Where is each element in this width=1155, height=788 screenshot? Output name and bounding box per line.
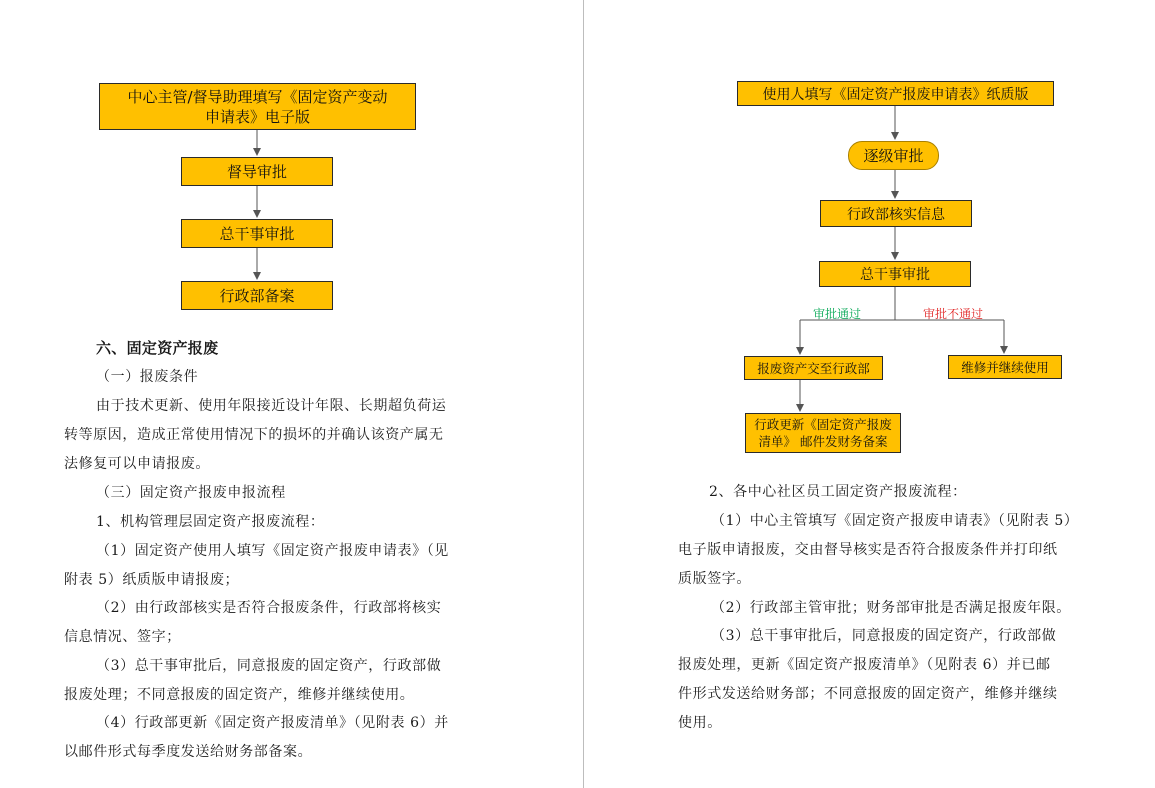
right-p1-line3: 质版签字。 [678, 571, 751, 587]
right-flow-approved-label: 报废资产交至行政部 [757, 361, 870, 376]
right-p3-line2: 报废处理，更新《固定资产报废清单》（见附表 6）并已邮 [678, 657, 1051, 673]
right-flow-step-hand-to-admin [744, 356, 883, 380]
subsection-scrap-process: （三）固定资产报废申报流程 [96, 485, 286, 501]
right-flow-step2-label: 逐级审批 [863, 147, 924, 165]
right-flow-final-line2: 清单》 邮件发财务备案 [758, 434, 888, 449]
left-flow-step3-label: 总干事审批 [219, 225, 295, 243]
right-flow-step3-label: 行政部核实信息 [847, 206, 945, 223]
left-flow-step-director-approval [181, 219, 333, 248]
left-flow-step1-line1: 中心主管/督导助理填写《固定资产变动 [127, 87, 388, 106]
right-flow-step-repair-continue [948, 355, 1062, 379]
right-item2: 2、各中心社区员工固定资产报废流程： [709, 484, 967, 500]
approved-branch-label: 审批通过 [813, 307, 862, 321]
left-flow-step-supervisor-approval [181, 157, 333, 186]
left-para1-line3: 法修复可以申请报废。 [64, 456, 210, 472]
right-p1-line2: 电子版申请报废，交由督导核实是否符合报废条件并打印纸 [678, 542, 1058, 558]
rejected-branch-label: 审批不通过 [923, 307, 984, 321]
left-flow-step1-line2: 申请表》电子版 [204, 107, 310, 126]
right-flow-step4-label: 总干事审批 [860, 267, 930, 283]
left-item1: 1、机构管理层固定资产报废流程： [96, 514, 325, 530]
left-p1-line1: （1）固定资产使用人填写《固定资产报废申请表》（见 [96, 543, 449, 559]
subsection-scrap-conditions: （一）报废条件 [96, 369, 199, 385]
left-p3-line1: （3）总干事审批后，同意报废的固定资产，行政部做 [96, 658, 442, 674]
right-p3-line3: 件形式发送给财务部；不同意报废的固定资产，维修并继续 [678, 686, 1058, 702]
left-flow-step-fill-form [99, 83, 416, 130]
left-p1-line2: 附表 5）纸质版申请报废； [64, 572, 240, 588]
right-p1-line1: （1）中心主管填写《固定资产报废申请表》（见附表 5） [711, 513, 1079, 529]
right-flow-step-level-approval [848, 141, 939, 170]
right-flow-step-update-list [745, 413, 901, 453]
right-p3-line1: （3）总干事审批后，同意报废的固定资产，行政部做 [711, 628, 1057, 644]
section-heading: 六、固定资产报废 [96, 339, 219, 357]
right-flow-step-admin-verify [820, 200, 972, 227]
right-p2-line1: （2）行政部主管审批；财务部审批是否满足报废年限。 [711, 600, 1071, 616]
left-flow-step2-label: 督导审批 [226, 163, 287, 181]
right-flow-step-director-approval [819, 261, 971, 287]
right-p3-line4: 使用。 [678, 715, 722, 731]
right-flow-step-user-fill-form [737, 81, 1054, 106]
left-p3-line2: 报废处理；不同意报废的固定资产，维修并继续使用。 [64, 687, 415, 703]
left-flow-step-admin-filing [181, 281, 333, 310]
right-flow-final-line1: 行政更新《固定资产报废 [754, 417, 892, 432]
left-p4-line1: （4）行政部更新《固定资产报废清单》（见附表 6）并 [96, 715, 449, 731]
left-para1-line1: 由于技术更新、使用年限接近设计年限、长期超负荷运 [96, 398, 447, 414]
left-p4-line2: 以邮件形式每季度发送给财务部备案。 [64, 744, 313, 760]
right-flow-rejected-label: 维修并继续使用 [961, 360, 1049, 375]
right-flow-step1-label: 使用人填写《固定资产报废申请表》纸质版 [762, 86, 1029, 103]
left-p2-line2: 信息情况、签字； [64, 629, 181, 645]
left-para1-line2: 转等原因，造成正常使用情况下的损坏的并确认该资产属无 [64, 427, 444, 443]
left-flow-step4-label: 行政部备案 [219, 287, 295, 305]
left-p2-line1: （2）由行政部核实是否符合报废条件，行政部将核实 [96, 600, 442, 616]
